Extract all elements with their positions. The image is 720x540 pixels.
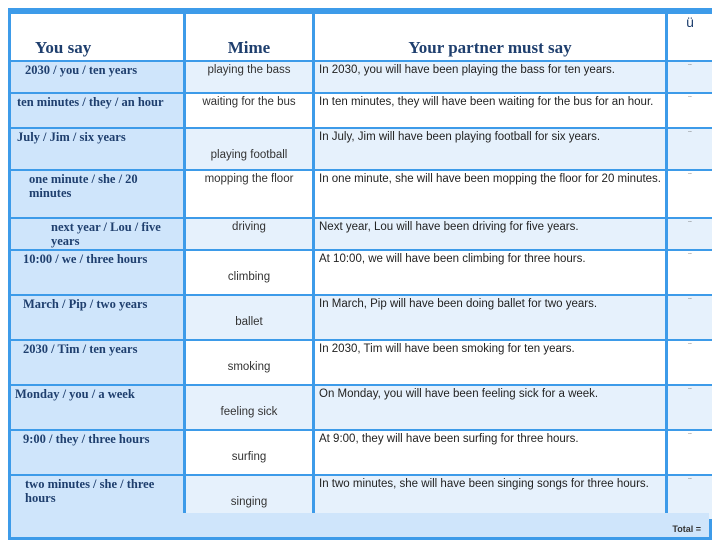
mime-cell: feeling sick <box>220 406 278 418</box>
total-label: Total = <box>672 524 701 534</box>
header-partner-must-say: Your partner must say <box>315 14 665 60</box>
checkbox[interactable]: ¨ <box>668 341 712 384</box>
mime-cell: climbing <box>227 271 271 283</box>
table-row <box>11 219 712 249</box>
mime-cell-wrap <box>186 386 312 429</box>
worksheet-table-frame <box>8 8 712 540</box>
mime-cell-wrap <box>186 251 312 294</box>
total-row <box>11 513 709 537</box>
mime-cell: mopping the floor <box>186 171 312 217</box>
checkbox[interactable]: ¨ <box>668 129 712 169</box>
you-say-cell: two minutes / she / three hours <box>11 476 183 519</box>
checkbox[interactable]: ¨ <box>668 476 712 519</box>
checkbox[interactable]: ¨ <box>668 219 712 249</box>
mime-cell: singing <box>230 496 268 508</box>
answer-cell: In one minute, she will have been mopping the floor for 20 minutes. <box>315 171 665 217</box>
mime-cell-wrap <box>186 431 312 474</box>
table-row <box>11 62 712 92</box>
header-row <box>11 14 712 60</box>
mime-cell: surfing <box>231 451 267 463</box>
mime-cell: playing football <box>210 149 288 161</box>
table-row <box>11 94 712 127</box>
mime-cell-wrap <box>186 341 312 384</box>
table-row <box>11 386 712 429</box>
checkbox[interactable]: ¨ <box>668 62 712 92</box>
you-say-cell: next year / Lou / five years <box>11 219 183 249</box>
mime-cell-wrap <box>186 129 312 169</box>
you-say-cell: one minute / she / 20 minutes <box>11 171 183 217</box>
answer-cell: In ten minutes, they will have been waiting for the bus for an hour. <box>315 94 665 127</box>
table-row <box>11 296 712 339</box>
checkbox[interactable]: ¨ <box>668 431 712 474</box>
answer-cell: In July, Jim will have been playing football for six years. <box>315 129 665 169</box>
you-say-cell: ten minutes / they / an hour <box>11 94 183 127</box>
table-row <box>11 251 712 294</box>
answer-cell: At 9:00, they will have been surfing for three hours. <box>315 431 665 474</box>
answer-cell: On Monday, you will have been feeling sick for a week. <box>315 386 665 429</box>
answer-cell: At 10:00, we will have been climbing for three hours. <box>315 251 665 294</box>
answer-cell: In March, Pip will have been doing ballet for two years. <box>315 296 665 339</box>
header-you-say: You say <box>11 14 183 60</box>
answer-cell: In 2030, you will have been playing the bass for ten years. <box>315 62 665 92</box>
mime-cell: driving <box>186 219 312 249</box>
you-say-cell: 9:00 / they / three hours <box>11 431 183 474</box>
checkbox[interactable]: ¨ <box>668 386 712 429</box>
table-row <box>11 431 712 474</box>
table-row <box>11 341 712 384</box>
mime-cell: ballet <box>235 316 263 328</box>
checkbox[interactable]: ¨ <box>668 171 712 217</box>
you-say-cell: Monday / you / a week <box>11 386 183 429</box>
mime-cell: waiting for the bus <box>186 94 312 127</box>
checkbox[interactable]: ¨ <box>668 94 712 127</box>
answer-cell: Next year, Lou will have been driving for five years. <box>315 219 665 249</box>
you-say-cell: July / Jim / six years <box>11 129 183 169</box>
checkbox[interactable]: ¨ <box>668 296 712 339</box>
answer-cell: In 2030, Tim will have been smoking for ten years. <box>315 341 665 384</box>
mime-cell-wrap <box>186 296 312 339</box>
you-say-cell: March / Pip / two years <box>11 296 183 339</box>
mime-cell: playing the bass <box>186 62 312 92</box>
header-mime: Mime <box>186 14 312 60</box>
you-say-cell: 10:00 / we / three hours <box>11 251 183 294</box>
mime-cell: smoking <box>227 361 271 373</box>
checkbox[interactable]: ¨ <box>668 251 712 294</box>
you-say-cell: 2030 / Tim / ten years <box>11 341 183 384</box>
table-row <box>11 129 712 169</box>
you-say-cell: 2030 / you / ten years <box>11 62 183 92</box>
answer-cell: In two minutes, she will have been singing songs for three hours. <box>315 476 665 519</box>
header-check-mark: ü <box>668 14 712 60</box>
table-row <box>11 171 712 217</box>
worksheet-table <box>8 12 715 521</box>
